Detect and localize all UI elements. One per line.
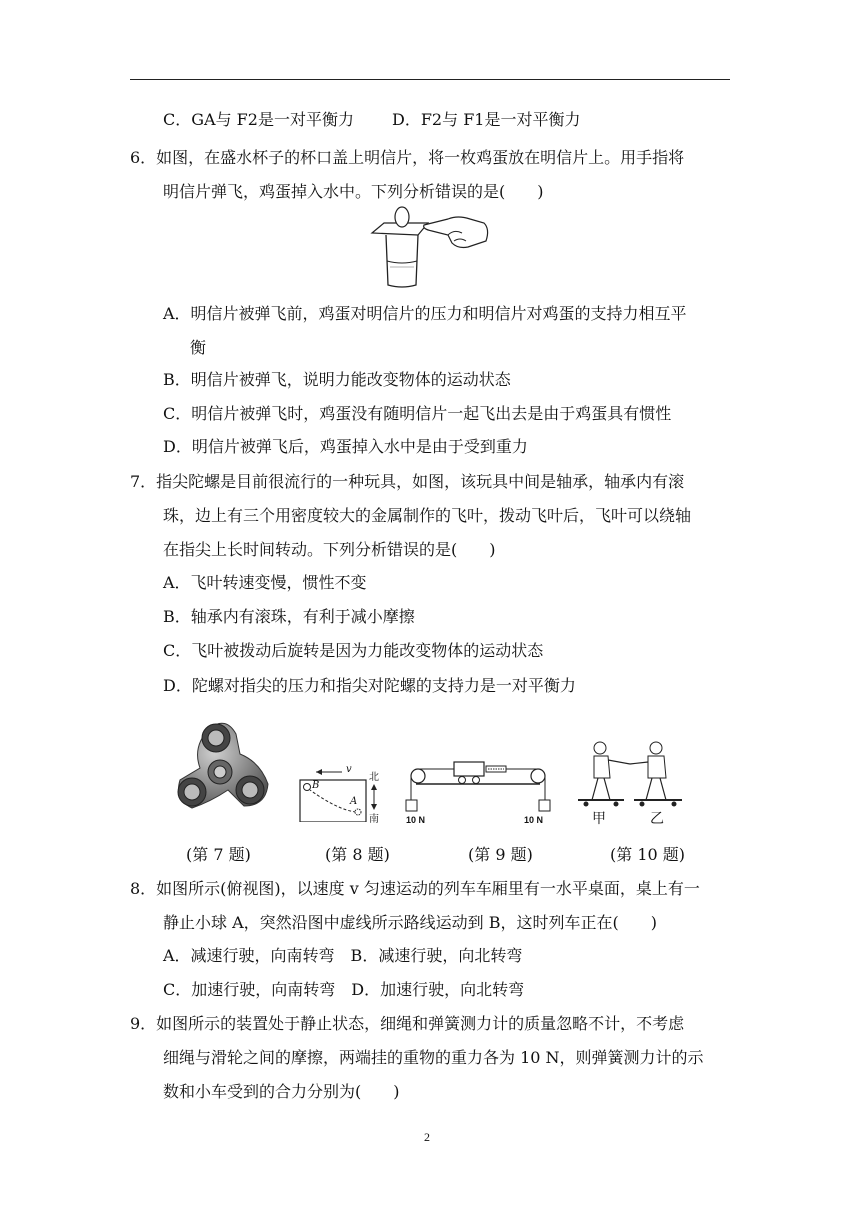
- q5-option-c: C．GA与 F2是一对平衡力: [163, 110, 354, 129]
- q8-stem-line2: 静止小球 A，突然沿图中虚线所示路线运动到 B，这时列车正在( ): [163, 913, 657, 932]
- q8-options-ab: A．减速行驶，向南转弯 B．减速行驶，向北转弯: [163, 946, 523, 965]
- q6-option-d: D．明信片被弹飞后，鸡蛋掉入水中是由于受到重力: [163, 437, 528, 456]
- fig8-south-label: 南: [369, 814, 379, 825]
- skateboard-push-figure: [570, 736, 690, 826]
- q7-option-d: D．陀螺对指尖的压力和指尖对陀螺的支持力是一对平衡力: [163, 676, 576, 695]
- fig8-point-b-label: B: [312, 780, 320, 791]
- fig8-velocity-label: v: [346, 764, 352, 775]
- q9-stem-line2: 细绳与滑轮之间的摩擦，两端挂的重物的重力各为 10 N，则弹簧测力计的示: [163, 1048, 704, 1067]
- page-number: 2: [424, 1130, 430, 1144]
- q6-option-a-line2: 衡: [190, 338, 207, 357]
- fig10-left-label: 甲: [592, 811, 606, 827]
- q7-option-a: A．飞叶转速变慢，惯性不变: [163, 573, 367, 592]
- q8-stem-line1: 8．如图所示(俯视图)，以速度 v 匀速运动的列车车厢里有一水平桌面，桌上有一: [130, 879, 700, 898]
- q6-option-b: B．明信片被弹飞，说明力能改变物体的运动状态: [163, 370, 511, 389]
- caption-fig7: (第 7 题): [186, 845, 251, 864]
- fig10-right-label: 乙: [650, 811, 664, 827]
- fig9-right-weight-label: 10 N: [524, 815, 544, 825]
- q6-option-a-line1: A．明信片被弹飞前，鸡蛋对明信片的压力和明信片对鸡蛋的支持力相互平: [163, 304, 687, 323]
- caption-fig9: (第 9 题): [468, 845, 533, 864]
- fidget-spinner-figure: [170, 710, 282, 822]
- caption-fig8: (第 8 题): [325, 845, 390, 864]
- header-rule: [130, 79, 730, 80]
- skateboarders-drawing: [570, 736, 690, 808]
- train-table-figure: [298, 762, 386, 825]
- q6-stem-line1: 6．如图，在盛水杯子的杯口盖上明信片，将一枚鸡蛋放在明信片上。用手指将: [130, 148, 685, 167]
- q7-option-c: C．飞叶被拨动后旋转是因为力能改变物体的运动状态: [163, 641, 544, 660]
- pulley-cart-figure: [404, 760, 554, 830]
- q7-option-b: B．轴承内有滚珠，有利于减小摩擦: [163, 607, 415, 626]
- q9-stem-line3: 数和小车受到的合力分别为( ): [163, 1082, 400, 1101]
- q9-stem-line1: 9．如图所示的装置处于静止状态，细绳和弹簧测力计的质量忽略不计，不考虑: [130, 1014, 685, 1033]
- q6-option-c: C．明信片被弹飞时，鸡蛋没有随明信片一起飞出去是由于鸡蛋具有惯性: [163, 404, 672, 423]
- q7-stem-line1: 7．指尖陀螺是目前很流行的一种玩具，如图，该玩具中间是轴承，轴承内有滚: [130, 472, 685, 491]
- fig9-left-weight-label: 10 N: [406, 815, 426, 825]
- caption-fig10: (第 10 题): [610, 845, 686, 864]
- q7-stem-line2: 珠，边上有三个用密度较大的金属制作的飞叶，拨动飞叶后，飞叶可以绕轴: [163, 506, 692, 525]
- egg-cup-figure: [366, 205, 496, 290]
- q7-stem-line3: 在指尖上长时间转动。下列分析错误的是( ): [163, 540, 496, 559]
- q5-option-d: D．F2与 F1是一对平衡力: [392, 110, 581, 129]
- q8-options-cd: C．加速行驶，向南转弯 D．加速行驶，向北转弯: [163, 980, 525, 999]
- q6-stem-line2: 明信片弹飞，鸡蛋掉入水中。下列分析错误的是( ): [163, 182, 544, 201]
- fig8-north-label: 北: [369, 772, 379, 783]
- fig8-point-a-label: A: [350, 796, 358, 807]
